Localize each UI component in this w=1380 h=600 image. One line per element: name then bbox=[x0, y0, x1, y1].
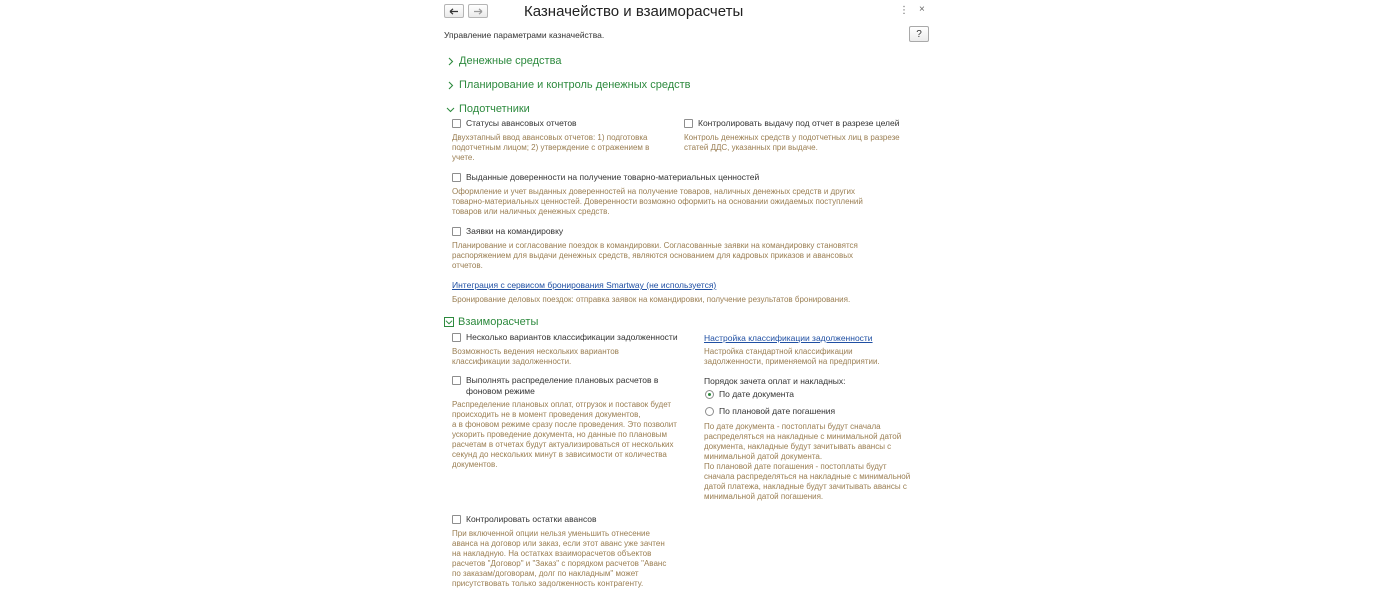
advances-label: Контролировать остатки авансов bbox=[466, 514, 597, 524]
chevron-right-icon bbox=[446, 81, 455, 90]
background-desc: Распределение плановых оплат, отгрузок и поставок будет происходить не в момент проведения документов, а в фоновом режиме сразу после проведения. Это позволит ускорить проведение документа, но данные по плановым расчетам в отчетах будут актуализироваться от нескольких секунд до нескольких минут в зависимости от количества документов. bbox=[452, 400, 677, 469]
chevron-right-icon bbox=[446, 57, 455, 66]
help-button[interactable]: ? bbox=[909, 26, 929, 42]
control-issue-desc: Контроль денежных средств у подотчетных лиц в разрезе статей ДДС, указанных при выдаче. bbox=[684, 133, 900, 152]
radio-document-date[interactable] bbox=[705, 390, 714, 399]
advance-status-checkbox-row[interactable] bbox=[452, 118, 577, 128]
offset-option-document-date[interactable] bbox=[705, 389, 794, 399]
trips-checkbox-row[interactable] bbox=[452, 226, 563, 236]
background-label-1: Выполнять распределение плановых расчетов в bbox=[466, 375, 659, 385]
section-money[interactable] bbox=[446, 55, 561, 67]
section-settlements-label: Взаиморасчеты bbox=[458, 316, 539, 328]
classification-desc: Возможность ведения нескольких вариантов классификации задолженности. bbox=[452, 347, 619, 366]
page-subtitle: Управление параметрами казначейства. bbox=[444, 30, 605, 40]
more-icon[interactable]: ⋮ bbox=[899, 5, 909, 16]
chevron-down-icon bbox=[446, 105, 455, 114]
trips-desc: Планирование и согласование поездок в командировки. Согласованные заявки на командировку становятся распоряжением для выдачи денежных средств, являются основанием для кадровых приказов и авансовых отчетов. bbox=[452, 241, 858, 270]
page-title: Казначейство и взаиморасчеты bbox=[524, 3, 744, 20]
section-money-label: Денежные средства bbox=[459, 55, 562, 67]
control-issue-checkbox-row[interactable] bbox=[684, 118, 899, 128]
section-settlements[interactable] bbox=[444, 316, 538, 328]
powers-checkbox[interactable] bbox=[452, 173, 461, 182]
powers-label: Выданные доверенности на получение товарно-материальных ценностей bbox=[466, 172, 760, 182]
background-label-2: фоновом режиме bbox=[466, 386, 535, 396]
classification-label: Несколько вариантов классификации задолженности bbox=[466, 332, 678, 342]
radio-planned-date[interactable] bbox=[705, 407, 714, 416]
powers-checkbox-row[interactable] bbox=[452, 172, 759, 182]
advance-status-label: Статусы авансовых отчетов bbox=[466, 118, 577, 128]
back-button[interactable] bbox=[444, 4, 464, 18]
smartway-link[interactable]: Интеграция с сервисом бронирования Smartway (не используется) bbox=[452, 280, 717, 290]
offset-order-label: Порядок зачета оплат и накладных: bbox=[704, 376, 846, 386]
section-accountable-label: Подотчетники bbox=[459, 103, 530, 115]
trips-label: Заявки на командировку bbox=[466, 226, 564, 236]
forward-button[interactable] bbox=[468, 4, 488, 18]
advances-checkbox[interactable] bbox=[452, 515, 461, 524]
offset-option-planned-date[interactable] bbox=[705, 406, 835, 416]
arrow-left-icon bbox=[449, 8, 459, 15]
advance-status-checkbox[interactable] bbox=[452, 119, 461, 128]
trips-checkbox[interactable] bbox=[452, 227, 461, 236]
section-planning[interactable] bbox=[446, 79, 691, 91]
advance-status-desc: Двухэтапный ввод авансовых отчетов: 1) подготовка подотчетным лицом; 2) утверждение с отражением в учете. bbox=[452, 133, 650, 162]
classification-checkbox-row[interactable] bbox=[452, 332, 678, 342]
offset-option-1-label: По дате документа bbox=[719, 389, 795, 399]
offset-option-2-label: По плановой дате погашения bbox=[719, 406, 836, 416]
section-planning-label: Планирование и контроль денежных средств bbox=[459, 79, 691, 91]
smartway-desc: Бронирование деловых поездок: отправка заявок на командировки, получение результатов бронирования. bbox=[452, 295, 851, 304]
offset-order-desc: По дате документа - постоплаты будут сначала распределяться на накладные с минимальной датой документа, накладные будут зачитывать авансы с минимальной датой документа. По плановой дате погашения - постоплаты будут сначала распределяться на накладные с минимальной датой платежа, накладные будут зачитывать авансы с минимальной датой погашения. bbox=[704, 422, 911, 501]
advances-desc: При включенной опции нельзя уменьшить отнесение аванса на договор или заказ, если этот аванс уже зачтен на накладную. На остатках взаиморасчетов объектов расчетов "Договор" и "Заказ" с порядком расчетов "Аванс по заказам/договорам, долг по накладным" может присутствовать только задолженность контрагенту. bbox=[452, 529, 667, 588]
classification-settings-link[interactable]: Настройка классификации задолженности bbox=[704, 333, 873, 343]
control-issue-checkbox[interactable] bbox=[684, 119, 693, 128]
control-issue-label: Контролировать выдачу под отчет в разрезе целей bbox=[698, 118, 900, 128]
arrow-right-icon bbox=[473, 8, 483, 15]
close-icon[interactable]: × bbox=[919, 4, 925, 15]
background-checkbox[interactable] bbox=[452, 376, 461, 385]
classification-settings-desc: Настройка стандартной классификации задолженности, применяемой на предприятии. bbox=[704, 347, 880, 366]
section-accountable[interactable] bbox=[446, 103, 530, 115]
background-checkbox-row[interactable] bbox=[452, 375, 658, 397]
chevron-down-icon bbox=[445, 318, 453, 326]
powers-desc: Оформление и учет выданных доверенностей на получение товаров, наличных денежных средств и других товарно-материальных ценностей. Доверенности возможно оформить на основании ожидаемых поступлений товаров или наличных денежных средств. bbox=[452, 187, 863, 216]
classification-checkbox[interactable] bbox=[452, 333, 461, 342]
advances-checkbox-row[interactable] bbox=[452, 514, 597, 524]
